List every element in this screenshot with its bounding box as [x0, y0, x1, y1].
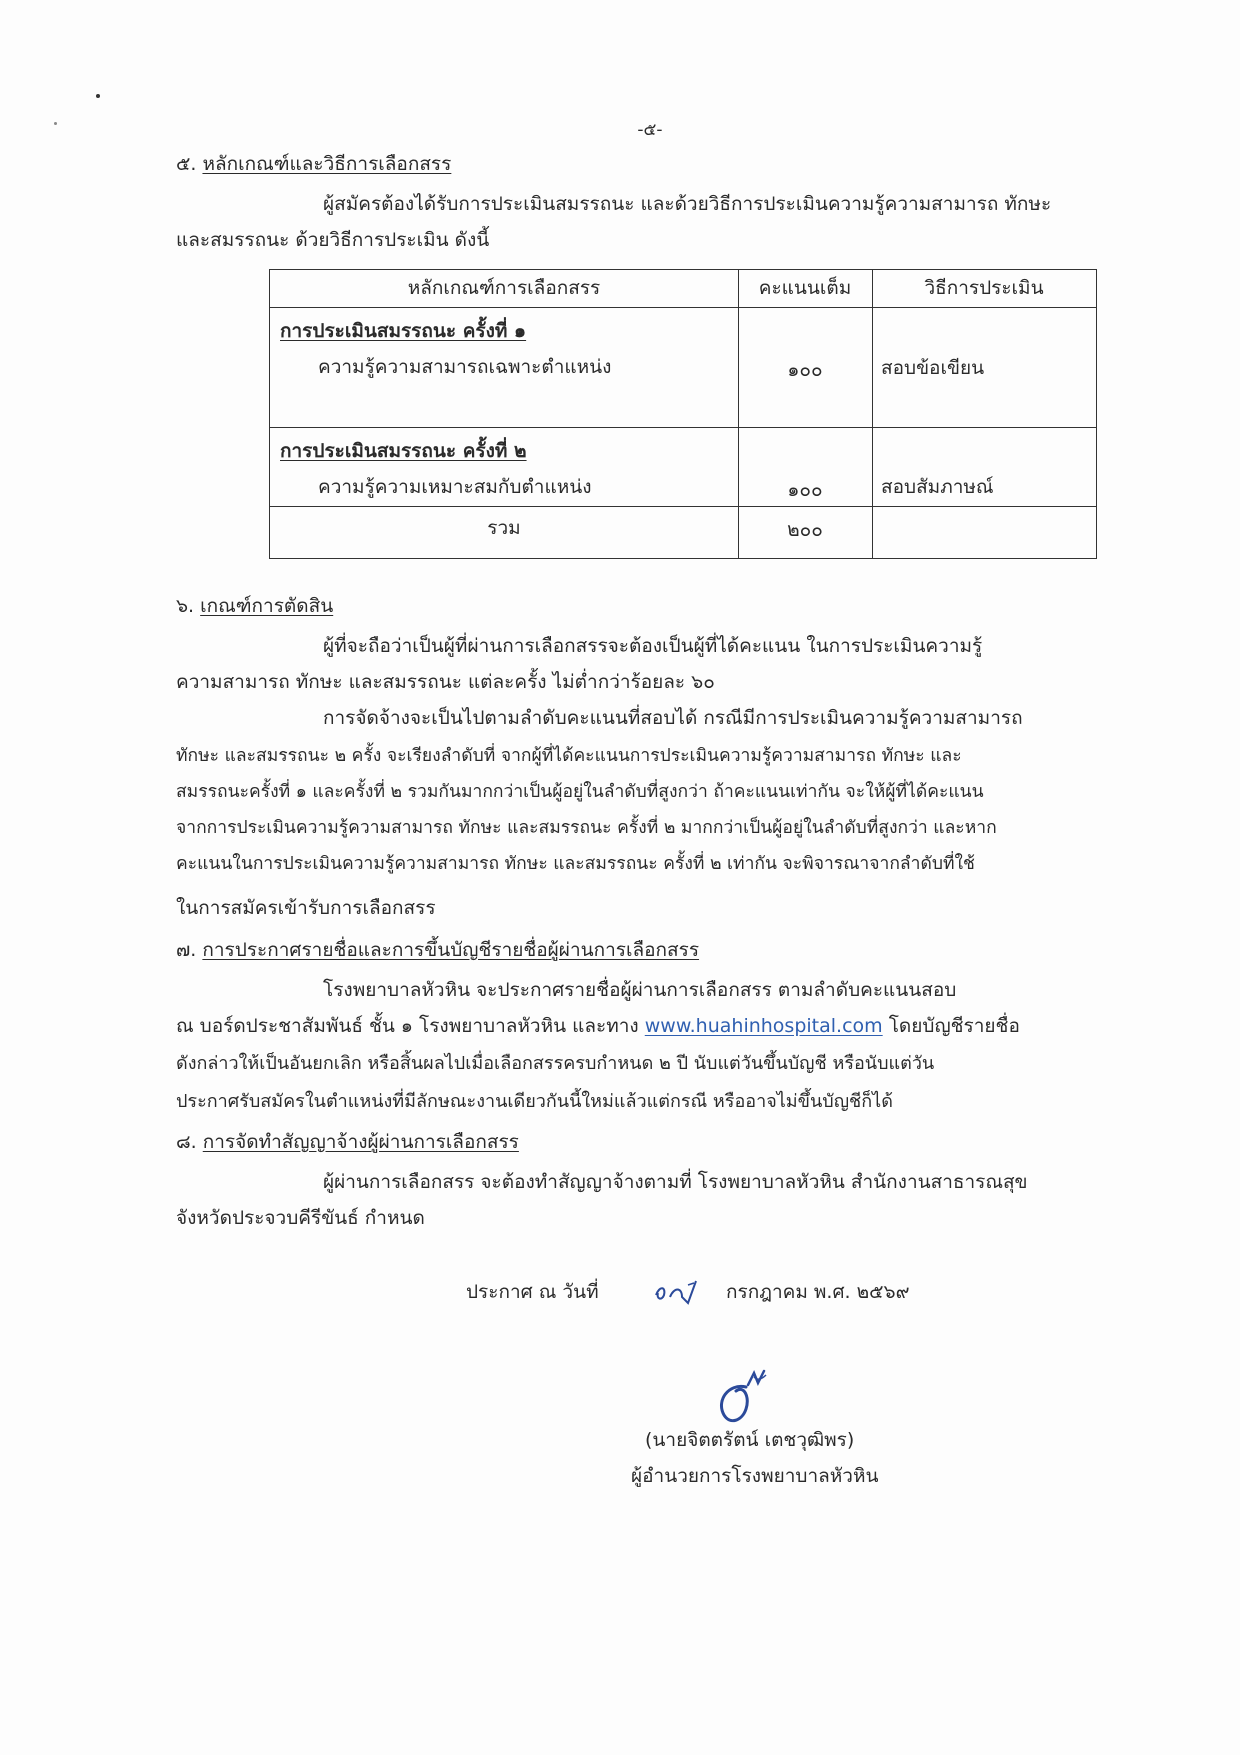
- section-8-line: จังหวัดประจวบคีรีขันธ์ กำหนด: [176, 1207, 425, 1229]
- table-group-2-title: การประเมินสมรรถนะ ครั้งที่ ๒: [280, 440, 527, 462]
- signer-name: (นายจิตตรัตน์ เตชวุฒิพร): [645, 1429, 855, 1451]
- table-group-2-score: ๑๐๐: [787, 479, 823, 501]
- table-group-1-title: การประเมินสมรรถนะ ครั้งที่ ๑: [280, 320, 527, 342]
- section-6-line: สมรรถนะครั้งที่ ๑ และครั้งที่ ๒ รวมกันมากกว่าเป็นผู้อยู่ในลำดับที่สูงกว่า ถ้าคะแนนเท่ากัน จะให้ผู้ที่ได้คะแนน: [176, 782, 984, 802]
- table-group-1-item: ความรู้ความสามารถเฉพาะตำแหน่ง: [318, 356, 612, 378]
- section-7-line: ณ บอร์ดประชาสัมพันธ์ ชั้น ๑ โรงพยาบาลหัวหิน และทาง www.huahinhospital.com โดยบัญชีรายชื่อ: [176, 1015, 1020, 1037]
- table-divider: [872, 270, 873, 558]
- section-6-line: คะแนนในการประเมินความรู้ความสามารถ ทักษะ และสมรรถนะ ครั้งที่ ๒ เท่ากัน จะพิจารณาจากลำดับที่ใช้: [176, 854, 975, 874]
- section-8-line: ผู้ผ่านการเลือกสรร จะต้องทำสัญญาจ้างตามที่ โรงพยาบาลหัวหิน สำนักงานสาธารณสุข: [323, 1171, 1028, 1193]
- table-group-2-item: ความรู้ความเหมาะสมกับตำแหน่ง: [318, 476, 592, 498]
- table-divider: [270, 427, 1096, 428]
- table-divider: [270, 506, 1096, 507]
- table-group-1-method: สอบข้อเขียน: [881, 357, 985, 379]
- section-6-line: จากการประเมินความรู้ความสามารถ ทักษะ และสมรรถนะ ครั้งที่ ๒ มากกว่าเป็นผู้อยู่ในลำดับที่สูงกว่า และหาก: [176, 818, 997, 838]
- table-group-1-score: ๑๐๐: [787, 359, 823, 381]
- section-7-line: ประกาศรับสมัครในตำแหน่งที่มีลักษณะงานเดียวกันนี้ใหม่แล้วแต่กรณี หรืออาจไม่ขึ้นบัญชีก็ได้: [176, 1091, 893, 1112]
- section-6-line: ความสามารถ ทักษะ และสมรรถนะ แต่ละครั้ง ไม่ต่ำกว่าร้อยละ ๖๐: [176, 671, 715, 693]
- section-6-line: ในการสมัครเข้ารับการเลือกสรร: [176, 897, 436, 919]
- signer-title: ผู้อำนวยการโรงพยาบาลหัวหิน: [631, 1465, 879, 1487]
- section-6-line: ทักษะ และสมรรถนะ ๒ ครั้ง จะเรียงลำดับที่ จากผู้ที่ได้คะแนนการประเมินความรู้ความสามารถ ทักษะ และ: [176, 746, 962, 766]
- section-5-title: หลักเกณฑ์และวิธีการเลือกสรร: [202, 153, 452, 175]
- table-divider: [270, 307, 1096, 308]
- section-8-heading: [176, 1124, 519, 1160]
- scan-speck: [54, 122, 57, 125]
- page-number: -๕-: [637, 120, 663, 140]
- announce-prefix: ประกาศ ณ วันที่: [466, 1281, 599, 1303]
- section-6-line: การจัดจ้างจะเป็นไปตามลำดับคะแนนที่สอบได้ กรณีมีการประเมินความรู้ความสามารถ: [323, 707, 1023, 729]
- table-group-2-method: สอบสัมภาษณ์: [881, 476, 994, 498]
- section-5-number: ๕.: [176, 153, 197, 175]
- section-7-line: โรงพยาบาลหัวหิน จะประกาศรายชื่อผู้ผ่านการเลือกสรร ตามลำดับคะแนนสอบ: [323, 979, 957, 1001]
- section-8-number: ๘.: [176, 1131, 197, 1153]
- section-5-paragraph-line: และสมรรถนะ ด้วยวิธีการประเมิน ดังนี้: [176, 229, 490, 251]
- hospital-website-link[interactable]: www.huahinhospital.com: [644, 1015, 883, 1037]
- section-7-heading: [176, 932, 699, 968]
- section-6-title: เกณฑ์การตัดสิน: [200, 595, 334, 617]
- section-5-heading: [176, 146, 451, 182]
- scan-speck: [96, 94, 100, 98]
- section-7-title: การประกาศรายชื่อและการขึ้นบัญชีรายชื่อผู้ผ่านการเลือกสรร: [202, 939, 700, 961]
- section-6-heading: [176, 588, 333, 624]
- section-7-number: ๗.: [176, 939, 197, 961]
- section-6-line: ผู้ที่จะถือว่าเป็นผู้ที่ผ่านการเลือกสรรจะต้องเป็นผู้ที่ได้คะแนน ในการประเมินความรู้: [323, 635, 983, 657]
- section-7-line: ดังกล่าวให้เป็นอันยกเลิก หรือสิ้นผลไปเมื่อเลือกสรรครบกำหนด ๒ ปี นับแต่วันขึ้นบัญชี หรือนับแต่วัน: [176, 1053, 935, 1074]
- section-5-paragraph-line: ผู้สมัครต้องได้รับการประเมินสมรรถนะ และด้วยวิธีการประเมินความรู้ความสามารถ ทักษะ: [323, 193, 1052, 215]
- section-8-title: การจัดทำสัญญาจ้างผู้ผ่านการเลือกสรร: [202, 1131, 519, 1153]
- table-header-method: วิธีการประเมิน: [924, 277, 1044, 299]
- table-header-criteria: หลักเกณฑ์การเลือกสรร: [407, 277, 601, 299]
- announce-date-suffix: กรกฎาคม พ.ศ. ๒๕๖๙: [726, 1281, 910, 1303]
- table-total-score: ๒๐๐: [787, 519, 823, 541]
- section-6-number: ๖.: [176, 595, 195, 617]
- criteria-table: [269, 269, 1097, 559]
- table-total-label: รวม: [487, 517, 521, 539]
- handwritten-day-icon: [652, 1275, 716, 1315]
- table-header-score: คะแนนเต็ม: [758, 277, 852, 299]
